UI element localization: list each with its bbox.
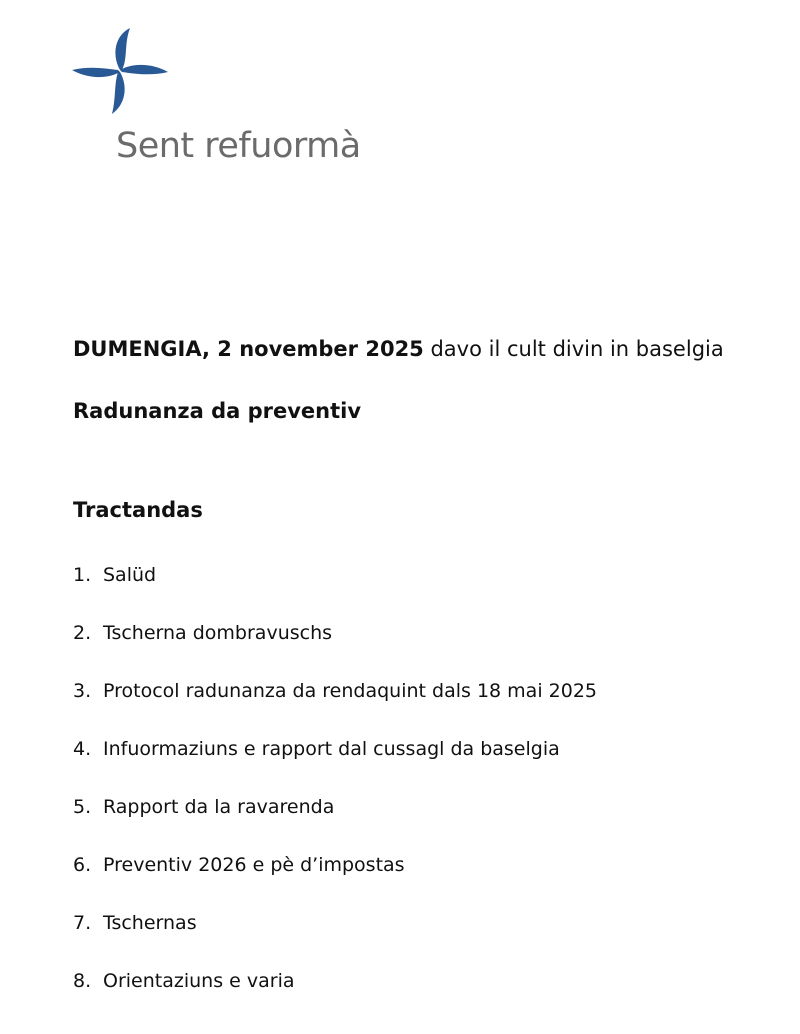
- agenda-item-number: 2.: [73, 622, 92, 644]
- church-logo-icon: [72, 26, 168, 116]
- agenda-item-text: Orientaziuns e varia: [103, 970, 295, 992]
- agenda-item: [73, 680, 597, 738]
- agenda-item-number: 7.: [73, 912, 92, 934]
- agenda-item: [73, 622, 597, 680]
- agenda-item: [73, 970, 597, 1028]
- agenda-item-number: 6.: [73, 854, 92, 876]
- agenda-item: [73, 564, 597, 622]
- agenda-item-text: Infuormaziuns e rapport dal cussagl da baselgia: [103, 738, 560, 760]
- meeting-date-line: [73, 337, 724, 361]
- meeting-date: DUMENGIA, 2 november 2025: [73, 337, 424, 361]
- agenda-item: [73, 912, 597, 970]
- agenda-list: [73, 564, 597, 1028]
- agenda-item-text: Tschernas: [103, 912, 197, 934]
- agenda-item-number: 1.: [73, 564, 92, 586]
- agenda-item: [73, 738, 597, 796]
- agenda-item-text: Rapport da la ravarenda: [103, 796, 335, 818]
- agenda-item-text: Tscherna dombravuschs: [103, 622, 333, 644]
- meeting-title: Radunanza da preventiv: [73, 399, 362, 423]
- org-name: Sent refuormà: [116, 126, 361, 166]
- agenda-item-text: Protocol radunanza da rendaquint dals 18 mai 2025: [103, 680, 597, 702]
- agenda-title: Tractandas: [73, 498, 203, 522]
- agenda-item-text: Salüd: [103, 564, 157, 586]
- agenda-item: [73, 854, 597, 912]
- agenda-item-number: 4.: [73, 738, 92, 760]
- agenda-item-number: 8.: [73, 970, 92, 992]
- meeting-location: davo il cult divin in baselgia: [423, 337, 724, 361]
- agenda-item-number: 3.: [73, 680, 92, 702]
- agenda-item-text: Preventiv 2026 e pè d’impostas: [103, 854, 405, 876]
- agenda-item-number: 5.: [73, 796, 92, 818]
- agenda-item: [73, 796, 597, 854]
